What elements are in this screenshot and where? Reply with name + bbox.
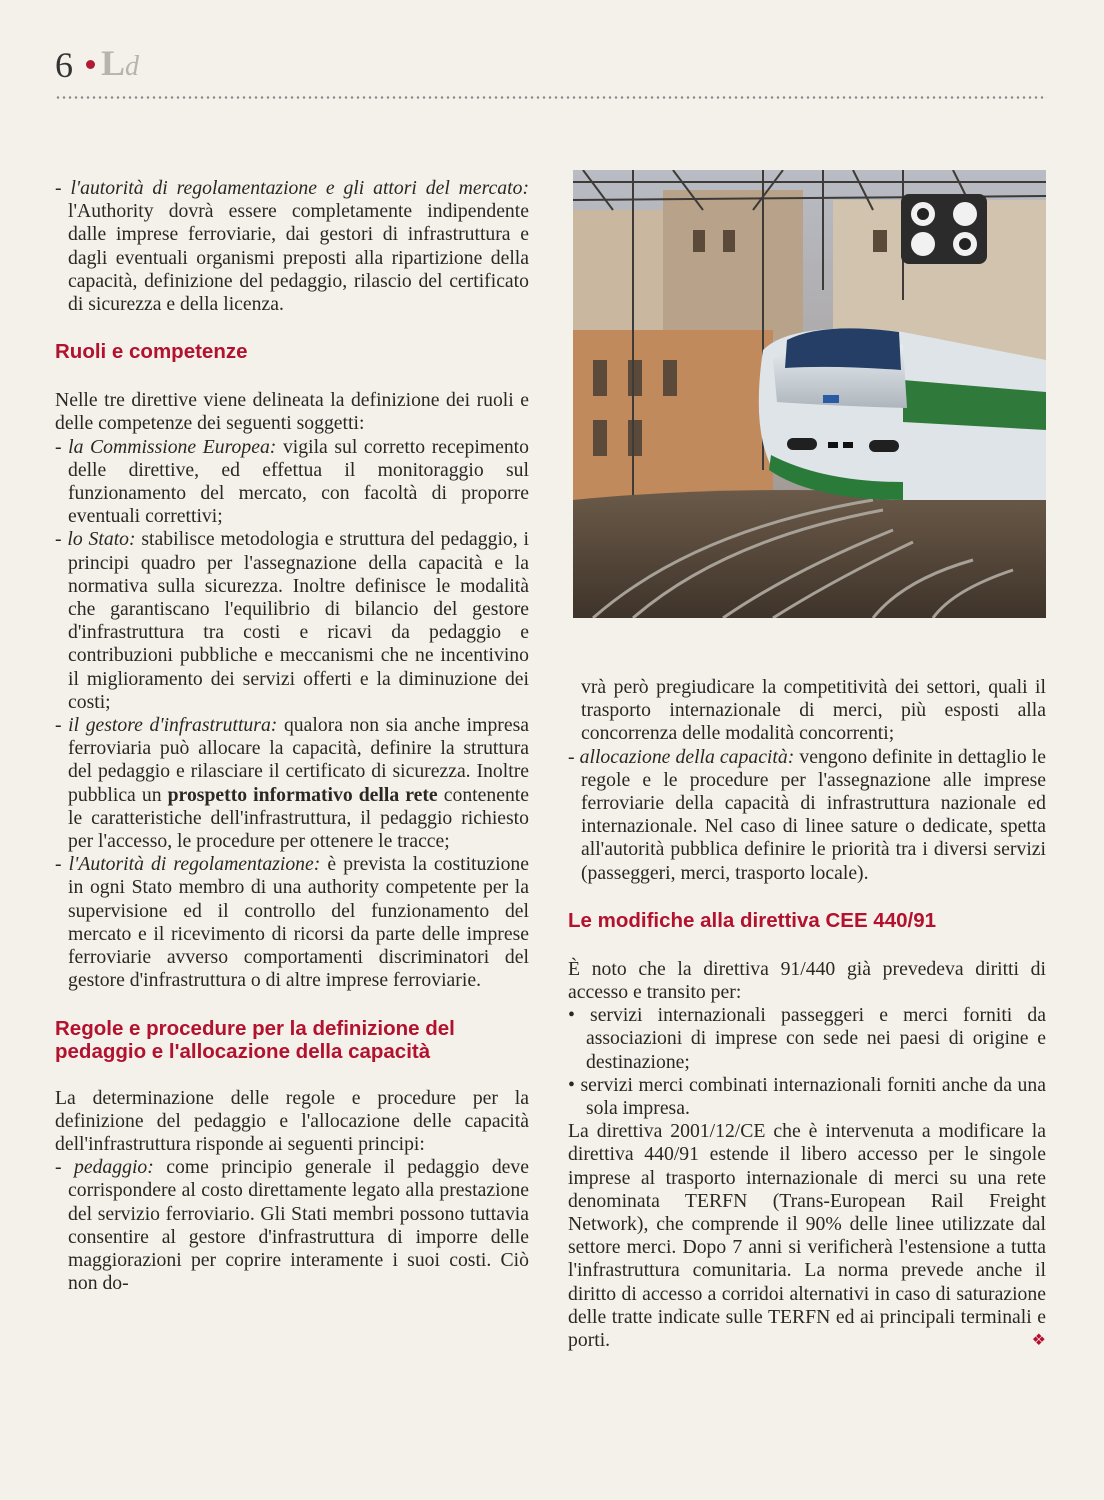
ruoli-intro: Nelle tre direttive viene delineata la definizione dei ruoli e delle competenze dei seguenti soggetti: [55, 389, 529, 435]
header-bullet-icon [86, 60, 95, 69]
authority-paragraph: - l'autorità di regolamentazione e gli attori del mercato: l'Authority dovrà essere completamente indipendente dalle imprese ferroviarie, dai gestori di infrastruttura e dagli eventuali organismi preposti alla ripartizione della capacità, definizione del pedaggio, rilascio del certificato di sicurezza e della licenza. [55, 177, 529, 316]
pedaggio-continuation: vrà però pregiudicare la competitività dei settori, quali il trasporto internazionale di merci, più esposti alla concorrenza delle modalità concorrenti; [581, 676, 1046, 745]
dotted-divider [55, 96, 1047, 99]
final-paragraph: La direttiva 2001/12/CE che è intervenuta a modificare la direttiva 440/91 estende il libero accesso per le singole imprese al trasporto internazionale di merci su una rete denominata TERFN (Trans-European Rail Freight Network), che comprende il 90% delle linee utilizzate dal settore merci. Dopo 7 anni si verificherà l'estensione a tutta l'infrastruttura comunitaria. La norma prevede anche il diritto di accesso a corridoi alternativi in caso di saturazione delle tratte indicate sulle TERFN ed ai principali terminali e porti. ❖ [568, 1120, 1046, 1352]
list-item-autorita: - l'Autorità di regolamentazione: è prevista la costituzione in ogni Stato membro di una authority competente per la supervisione ed il controllo del funzionamento del mercato e il ricevimento di ricorsi da parte delle imprese ferroviarie avverso comportamenti discriminatori del gestore d'infrastruttura o di altre imprese ferroviarie. [55, 853, 530, 992]
list-item-commissione: - la Commissione Europea: vigila sul corretto recepimento delle direttive, ed effettua il monitoraggio sul funzionamento del mercato, con facoltà di proporre eventuali correttivi; [55, 435, 529, 528]
bullet-item-2: • servizi merci combinati internazionali forniti anche da una sola impresa. [568, 1073, 1046, 1120]
magazine-logo: Ld [101, 43, 140, 83]
list-item-allocazione: - allocazione della capacità: vengono definite in dettaglio le regole e le procedure per l'assegnazione alle imprese ferroviarie della capacità di infrastruttura nazionale ed internazionale. Nel caso di linee sature o dedicate, spetta all'autorità pubblica definire le priorità tra i diversi servizi (passeggeri, merci, trasporto locale). [568, 745, 1047, 884]
bullet-item-1: • servizi internazionali passeggeri e merci forniti da associazioni di imprese con sede nei paesi di origine e destinazione; [568, 1004, 1046, 1073]
heading-ruoli: Ruoli e competenze [55, 340, 248, 364]
list-item-stato: - lo Stato: stabilisce metodologia e struttura del pedaggio, i principi quadro per l'assegnazione della capacità e la normativa sulla sicurezza. Inoltre definisce le modalità che garantiscano l'equilibrio di bilancio del gestore d'infrastruttura tra costi e ricavi da pedaggio e contribuzioni pubbliche e meccanismi che ne incentivino il miglioramento dei servizi offerti e la diminuzione dei costi; [55, 528, 529, 713]
right-column [568, 676, 1046, 1352]
regole-intro: La determinazione delle regole e procedure per la definizione del pedaggio e l'allocazione delle capacità dell'infrastruttura risponde ai seguenti principi: [55, 1086, 529, 1155]
heading-regole: Regole e procedure per la definizione del pedaggio e l'allocazione della capacità [55, 1016, 455, 1063]
end-mark-icon: ❖ [1031, 1332, 1046, 1350]
heading-modifiche: Le modifiche alla direttiva CEE 440/91 [568, 908, 937, 932]
train-photo [573, 170, 1046, 618]
list-item-gestore: - il gestore d'infrastruttura: qualora non sia anche impresa ferroviaria può allocare la capacità, definire la struttura del pedaggio e rilasciare il certificato di sicurezza. Inoltre pubblica un prospetto informativo della rete contenente le caratteristiche dell'infrastruttura, il pedaggio richiesto per l'accesso, le procedure per ottenere le tracce; [55, 714, 530, 853]
left-column [55, 177, 529, 1295]
page-number: 6 [55, 45, 73, 85]
modifiche-intro: È noto che la direttiva 91/440 già prevedeva diritti di accesso e transito per: [568, 957, 1046, 1004]
list-item-pedaggio: - pedaggio: come principio generale il pedaggio deve corrispondere al costo direttamente legato alla prestazione del servizio ferroviario. Gli Stati membri possono tuttavia consentire al gestore d'infrastruttura di imporre delle maggiorazioni per coprire interamente i suoi costi. Ciò non do- [55, 1156, 529, 1295]
